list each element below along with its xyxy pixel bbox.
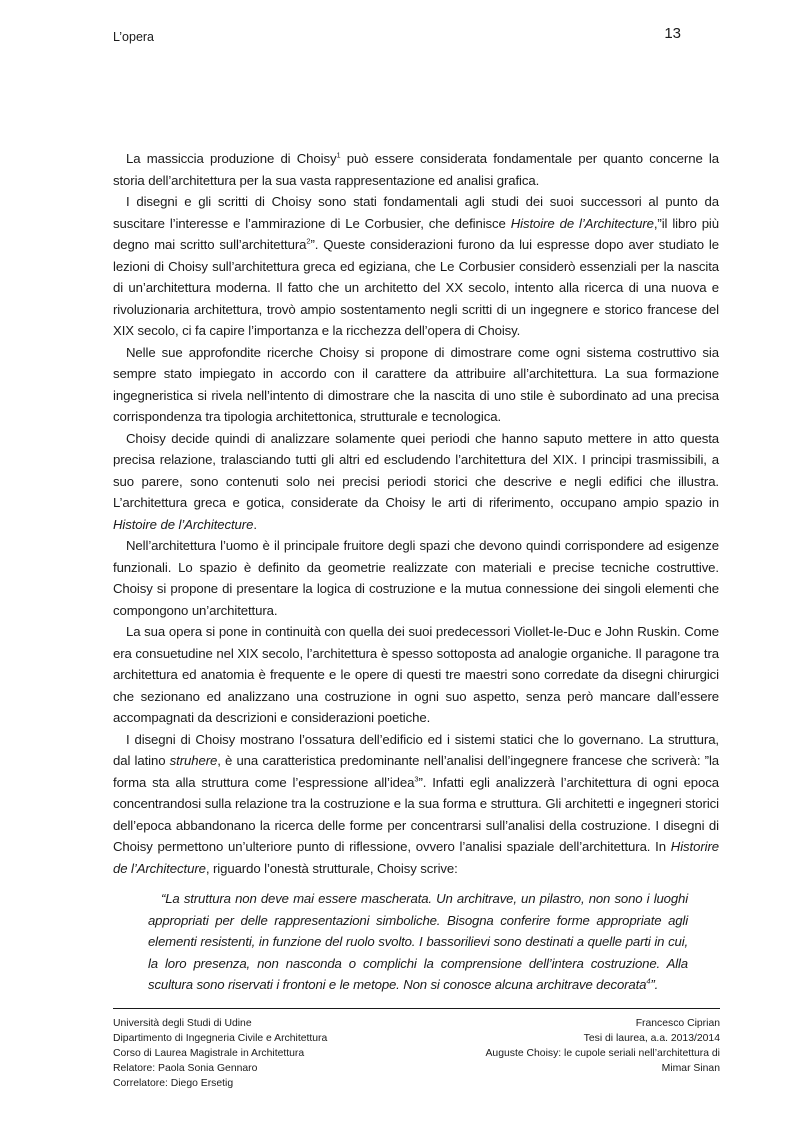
paragraph-3: Nelle sue approfondite ricerche Choisy si propone di dimostrare come ogni sistema costruttivo sia sempre stato impiegato in accordo con il carattere da attribuire all’architettura. La sua formazione ingegneristica si rivela nell’intento di dimostrare che la nascita di uno stile è subordinato ad una precisa corrispondenza tra tipologia architettonica, strutturale e tecnologica. xyxy=(113,344,719,424)
quote-paragraph xyxy=(148,888,688,996)
footnote-ref-2[interactable]: 2 xyxy=(306,236,311,246)
book-title: Histoire de l’Architecture xyxy=(510,215,654,231)
paragraph-7-text: I disegni di Choisy mostrano l’ossatura dell’edificio ed i sistemi statici che lo governano. La struttura, dal latino xyxy=(113,731,719,768)
footer-thesis-title-cont: Mimar Sinan xyxy=(661,1063,720,1074)
paragraph-2-text-end: ”. Queste considerazioni furono da lui espresse dopo aver studiato le lezioni di Choisy sull’architettura greca ed egiziana, che Le Corbusier considerò essenziali per la nascita di un’architettura moderna. Il fatto che un architetto del XX secolo, intento alla ricerca di una nuova e rivoluzionaria architettura, trovò ampio sostentamento negli scritti di un ingegnere e storico francese del XIX secolo, ci fa capire l’importanza e la ricchezza dell’opera di Choisy. xyxy=(113,237,719,338)
page-number: 13 xyxy=(664,25,681,42)
block-quote xyxy=(148,888,688,996)
section-title: L’opera xyxy=(113,30,155,44)
paragraph-7-text-end: , riguardo l’onestà strutturale, Choisy scrive: xyxy=(205,860,458,876)
paragraph-7 xyxy=(113,729,719,880)
paragraph-1 xyxy=(113,148,719,191)
footer-thesis-year: Tesi di laurea, a.a. 2013/2014 xyxy=(583,1033,720,1044)
running-header xyxy=(113,25,681,48)
paragraph-7-text-more: ”. Infatti egli analizzerà l’architettura di ogni epoca concentrandosi sulla relazione tra la costruzione e la sua forma e struttura. Gli architetti e ingegneri storici dell’epoca abbandonano la ricerca delle forme per concentrarsi sull’analisi della costruzione. I disegni di Choisy permettono un’ulteriore punto di riflessione, ovvero l’analisi spaziale dell’architettura. In xyxy=(113,774,719,854)
paragraph-2-text: I disegni e gli scritti di Choisy sono stati fondamentali agli studi dei suoi successori al punto da suscitare l’interesse e l’ammirazione di Le Corbusier, che definisce xyxy=(113,194,719,231)
latin-term: struhere xyxy=(169,753,218,768)
quote-end: ”. xyxy=(650,977,659,992)
footer-divider xyxy=(113,1008,720,1009)
footer-cosupervisor: Correlatore: Diego Ersetig xyxy=(113,1078,234,1089)
paragraph-7-text-cont: , è una caratteristica predominante nell’analisi dell’ingegnere francese che scriverà: ”la forma sta alla struttura come l’espressione all’idea xyxy=(113,753,720,790)
footer-author: Francesco Ciprian xyxy=(635,1018,720,1029)
paragraph-4-text: Choisy decide quindi di analizzare solamente quei periodi che hanno saputo mettere in atto questa precisa relazione, tralasciando tutti gli altri ed escludendo l’architettura del XIX. I principi trasmissibili, a suo parere, sono contenuti solo nei precisi periodi storici che descrive e negli edifici che illustra. L’architettura greca e gotica, considerate da Choisy le arti di riferimento, occupano ampio spazio in xyxy=(113,430,719,510)
body-text xyxy=(113,148,719,879)
quote-text: “La struttura non deve mai essere mascherata. Un architrave, un pilastro, non sono i luoghi appropriati per delle rappresentazioni simboliche. Bisogna conferire forme appropriate agli elementi resistenti, in funzione del ruolo svolto. I bassorilievi sono destinati a quelle parti in cui, la loro presenza, non nasconda o complichi la comprensione dell’intera costruzione. Alla scultura sono riservati i frontoni e le metope. Non si conosce alcuna architrave decorata xyxy=(148,891,688,992)
paragraph-4 xyxy=(113,428,719,536)
footer-supervisor: Relatore: Paola Sonia Gennaro xyxy=(113,1063,258,1074)
paragraph-5: Nell’architettura l’uomo è il principale fruitore degli spazi che devono quindi corrispondere ad esigenze funzionali. Lo spazio è definito da geometrie realizzate con materiali e precise tecniche costruttive. Choisy si propone di presentare la logica di costruzione e la mutua connessione dei singoli elementi che compongono un’architettura. xyxy=(113,538,719,618)
footnote-ref-4[interactable]: 4 xyxy=(646,976,651,986)
footnote-ref-1[interactable]: 1 xyxy=(336,150,341,160)
footer-thesis-info xyxy=(420,1016,720,1076)
book-title: Histoire de l’Architecture xyxy=(113,516,254,532)
paragraph-4-text-end: . xyxy=(253,516,257,532)
paragraph-2 xyxy=(113,191,719,342)
paragraph-6: La sua opera si pone in continuità con quella dei suoi predecessori Viollet-le-Duc e John Ruskin. Come era consuetudine nel XIX secolo, l’architettura è spesso sottoposta ad analogie organiche. Il paragone tra architettura ed anatomia è frequente e le opere di questi tre maestri sono corredate da disegni chirurgici che sezionano ed analizzano una costruzione in ogni suo aspetto, senza però mancare dall’essere accompagnati da descrizioni e considerazioni poetiche. xyxy=(113,624,719,725)
footer-thesis-title: Auguste Choisy: le cupole seriali nell’architettura di xyxy=(485,1048,720,1059)
footer-course: Corso di Laurea Magistrale in Architettura xyxy=(113,1048,305,1059)
paragraph-1-text: La massiccia produzione di Choisy xyxy=(126,151,337,166)
paragraph-1-text-cont: può essere considerata fondamentale per quanto concerne la storia dell’architettura per la sua vasta rappresentazione ed analisi grafica. xyxy=(113,151,719,188)
footnote-ref-3[interactable]: 3 xyxy=(414,774,419,784)
paragraph-2-text-cont: ,”il libro più degno mai scritto sull’architettura xyxy=(113,215,719,252)
book-title: Historire de l’Architecture xyxy=(113,839,719,876)
footer-department: Dipartimento di Ingegneria Civile e Architettura xyxy=(113,1033,328,1044)
footer-institution xyxy=(113,1016,443,1091)
footer-university: Università degli Studi di Udine xyxy=(113,1018,252,1029)
